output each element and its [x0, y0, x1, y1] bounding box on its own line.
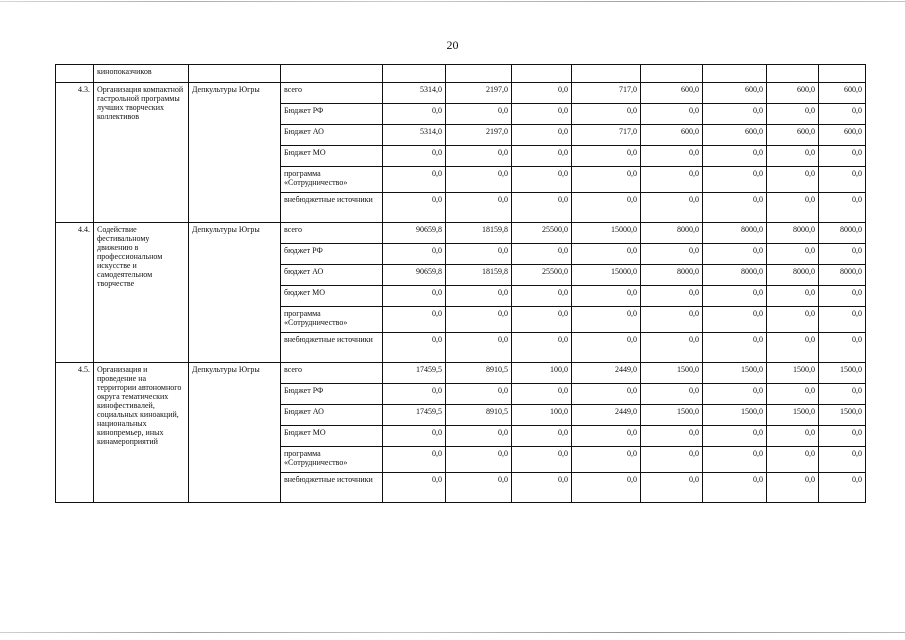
funding-source: внебюджетные источники	[281, 333, 383, 363]
funding-source: Бюджет РФ	[281, 104, 383, 125]
amount-cell: 0,0	[641, 104, 703, 125]
amount-cell: 8910,5	[446, 405, 512, 426]
section-number: 4.3.	[56, 83, 94, 223]
amount-cell: 0,0	[512, 193, 572, 223]
table-row	[56, 83, 866, 104]
carry-cell	[512, 65, 572, 83]
amount-cell: 0,0	[767, 307, 819, 333]
amount-cell: 0,0	[641, 167, 703, 193]
amount-cell: 0,0	[383, 104, 446, 125]
amount-cell: 0,0	[446, 447, 512, 473]
amount-cell: 0,0	[703, 286, 767, 307]
amount-cell: 0,0	[572, 473, 641, 503]
amount-cell: 0,0	[383, 286, 446, 307]
funding-source: Бюджет АО	[281, 405, 383, 426]
funding-source: бюджет АО	[281, 265, 383, 286]
funding-source: Бюджет РФ	[281, 384, 383, 405]
amount-cell: 0,0	[383, 426, 446, 447]
amount-cell: 0,0	[641, 447, 703, 473]
amount-cell: 8000,0	[703, 265, 767, 286]
amount-cell: 0,0	[703, 104, 767, 125]
section-title: Организация компактной гастрольной программы лучших творческих коллективов	[94, 83, 189, 223]
amount-cell: 0,0	[383, 307, 446, 333]
amount-cell: 0,0	[819, 244, 866, 265]
funding-source: программа «Сотрудничество»	[281, 167, 383, 193]
amount-cell: 25500,0	[512, 223, 572, 244]
amount-cell: 0,0	[819, 167, 866, 193]
amount-cell: 90659,8	[383, 223, 446, 244]
amount-cell: 0,0	[767, 244, 819, 265]
table-row	[56, 363, 866, 384]
amount-cell: 0,0	[819, 146, 866, 167]
amount-cell: 0,0	[572, 426, 641, 447]
carry-cell	[767, 65, 819, 83]
amount-cell: 0,0	[383, 146, 446, 167]
funding-source: Бюджет МО	[281, 146, 383, 167]
amount-cell: 100,0	[512, 363, 572, 384]
amount-cell: 0,0	[512, 286, 572, 307]
amount-cell: 1500,0	[641, 405, 703, 426]
amount-cell: 18159,8	[446, 223, 512, 244]
amount-cell: 15000,0	[572, 265, 641, 286]
amount-cell: 600,0	[641, 83, 703, 104]
amount-cell: 0,0	[383, 384, 446, 405]
amount-cell: 0,0	[703, 473, 767, 503]
amount-cell: 0,0	[641, 333, 703, 363]
amount-cell: 0,0	[512, 167, 572, 193]
funding-source: бюджет РФ	[281, 244, 383, 265]
amount-cell: 1500,0	[703, 405, 767, 426]
amount-cell: 0,0	[641, 146, 703, 167]
amount-cell: 8000,0	[641, 265, 703, 286]
amount-cell: 0,0	[703, 333, 767, 363]
amount-cell: 0,0	[641, 473, 703, 503]
amount-cell: 0,0	[767, 167, 819, 193]
amount-cell: 0,0	[767, 146, 819, 167]
amount-cell: 600,0	[703, 125, 767, 146]
section-number: 4.4.	[56, 223, 94, 363]
amount-cell: 0,0	[446, 167, 512, 193]
amount-cell: 0,0	[819, 307, 866, 333]
amount-cell: 0,0	[767, 193, 819, 223]
amount-cell: 0,0	[446, 146, 512, 167]
funding-source: всего	[281, 83, 383, 104]
amount-cell: 90659,8	[383, 265, 446, 286]
amount-cell: 0,0	[819, 473, 866, 503]
amount-cell: 15000,0	[572, 223, 641, 244]
amount-cell: 8000,0	[641, 223, 703, 244]
amount-cell: 0,0	[446, 307, 512, 333]
amount-cell: 0,0	[446, 333, 512, 363]
section-executor: Депкультуры Югры	[189, 363, 281, 503]
amount-cell: 0,0	[767, 104, 819, 125]
section-title: Организация и проведение на территории автономного округа тематических кинофестивалей, социальных киноакций, национальных кинопремьер, иных кинамероприятий	[94, 363, 189, 503]
carry-row	[56, 65, 866, 83]
amount-cell: 0,0	[767, 473, 819, 503]
amount-cell: 0,0	[446, 244, 512, 265]
amount-cell: 1500,0	[767, 405, 819, 426]
amount-cell: 2197,0	[446, 83, 512, 104]
amount-cell: 0,0	[641, 286, 703, 307]
amount-cell: 5314,0	[383, 83, 446, 104]
funding-source: Бюджет МО	[281, 426, 383, 447]
amount-cell: 0,0	[512, 125, 572, 146]
amount-cell: 0,0	[703, 426, 767, 447]
amount-cell: 0,0	[819, 193, 866, 223]
budget-table-body	[56, 65, 866, 503]
amount-cell: 1500,0	[703, 363, 767, 384]
amount-cell: 8910,5	[446, 363, 512, 384]
amount-cell: 0,0	[383, 447, 446, 473]
section-executor: Депкультуры Югры	[189, 223, 281, 363]
carry-cell	[281, 65, 383, 83]
carry-cell	[572, 65, 641, 83]
funding-source: внебюджетные источники	[281, 193, 383, 223]
carry-cell	[819, 65, 866, 83]
amount-cell: 0,0	[819, 426, 866, 447]
amount-cell: 0,0	[703, 384, 767, 405]
funding-source: программа «Сотрудничество»	[281, 307, 383, 333]
amount-cell: 0,0	[703, 244, 767, 265]
amount-cell: 0,0	[512, 307, 572, 333]
amount-cell: 2449,0	[572, 363, 641, 384]
amount-cell: 0,0	[572, 244, 641, 265]
amount-cell: 0,0	[703, 447, 767, 473]
amount-cell: 0,0	[572, 104, 641, 125]
amount-cell: 0,0	[819, 286, 866, 307]
amount-cell: 0,0	[572, 447, 641, 473]
amount-cell: 0,0	[446, 193, 512, 223]
amount-cell: 0,0	[512, 384, 572, 405]
amount-cell: 717,0	[572, 83, 641, 104]
amount-cell: 1500,0	[641, 363, 703, 384]
carry-title-cell: кинопоказчиков	[94, 65, 189, 83]
carry-cell	[189, 65, 281, 83]
amount-cell: 0,0	[512, 104, 572, 125]
carry-cell	[641, 65, 703, 83]
amount-cell: 0,0	[767, 426, 819, 447]
amount-cell: 0,0	[446, 286, 512, 307]
amount-cell: 0,0	[819, 104, 866, 125]
amount-cell: 0,0	[703, 167, 767, 193]
amount-cell: 717,0	[572, 125, 641, 146]
amount-cell: 2449,0	[572, 405, 641, 426]
amount-cell: 0,0	[512, 473, 572, 503]
amount-cell: 600,0	[641, 125, 703, 146]
amount-cell: 0,0	[383, 473, 446, 503]
amount-cell: 0,0	[512, 244, 572, 265]
amount-cell: 0,0	[383, 193, 446, 223]
amount-cell: 1500,0	[819, 363, 866, 384]
budget-table	[55, 64, 866, 503]
amount-cell: 0,0	[767, 447, 819, 473]
amount-cell: 0,0	[572, 167, 641, 193]
amount-cell: 0,0	[446, 104, 512, 125]
funding-source: внебюджетные источники	[281, 473, 383, 503]
amount-cell: 8000,0	[819, 223, 866, 244]
funding-source: Бюджет АО	[281, 125, 383, 146]
amount-cell: 0,0	[512, 83, 572, 104]
amount-cell: 0,0	[819, 384, 866, 405]
amount-cell: 0,0	[767, 333, 819, 363]
amount-cell: 600,0	[703, 83, 767, 104]
section-executor: Депкультуры Югры	[189, 83, 281, 223]
amount-cell: 1500,0	[819, 405, 866, 426]
amount-cell: 0,0	[767, 286, 819, 307]
amount-cell: 0,0	[703, 193, 767, 223]
amount-cell: 0,0	[512, 447, 572, 473]
amount-cell: 0,0	[641, 426, 703, 447]
page-number: 20	[446, 38, 459, 52]
amount-cell: 600,0	[819, 83, 866, 104]
scan-edge-bottom	[0, 632, 905, 633]
amount-cell: 0,0	[767, 384, 819, 405]
funding-source: программа «Сотрудничество»	[281, 447, 383, 473]
amount-cell: 2197,0	[446, 125, 512, 146]
amount-cell: 0,0	[572, 307, 641, 333]
amount-cell: 0,0	[819, 447, 866, 473]
amount-cell: 0,0	[572, 333, 641, 363]
carry-cell	[446, 65, 512, 83]
amount-cell: 0,0	[703, 146, 767, 167]
funding-source: бюджет МО	[281, 286, 383, 307]
amount-cell: 600,0	[819, 125, 866, 146]
amount-cell: 5314,0	[383, 125, 446, 146]
funding-source: всего	[281, 223, 383, 244]
amount-cell: 17459,5	[383, 405, 446, 426]
carry-idx-cell	[56, 65, 94, 83]
table-row	[56, 223, 866, 244]
amount-cell: 100,0	[512, 405, 572, 426]
amount-cell: 600,0	[767, 83, 819, 104]
amount-cell: 0,0	[703, 307, 767, 333]
amount-cell: 0,0	[446, 473, 512, 503]
scan-edge-top	[0, 1, 905, 2]
amount-cell: 0,0	[512, 426, 572, 447]
amount-cell: 0,0	[641, 384, 703, 405]
amount-cell: 0,0	[383, 333, 446, 363]
amount-cell: 8000,0	[703, 223, 767, 244]
amount-cell: 0,0	[446, 426, 512, 447]
amount-cell: 0,0	[641, 307, 703, 333]
amount-cell: 0,0	[446, 384, 512, 405]
amount-cell: 0,0	[819, 333, 866, 363]
amount-cell: 8000,0	[767, 265, 819, 286]
amount-cell: 0,0	[641, 193, 703, 223]
amount-cell: 0,0	[572, 286, 641, 307]
amount-cell: 1500,0	[767, 363, 819, 384]
amount-cell: 18159,8	[446, 265, 512, 286]
amount-cell: 25500,0	[512, 265, 572, 286]
amount-cell: 0,0	[572, 193, 641, 223]
section-number: 4.5.	[56, 363, 94, 503]
amount-cell: 0,0	[512, 333, 572, 363]
funding-source: всего	[281, 363, 383, 384]
carry-cell	[383, 65, 446, 83]
section-title: Содействие фестивальному движению в профессиональном искусстве и самодеятельном творчестве	[94, 223, 189, 363]
amount-cell: 0,0	[641, 244, 703, 265]
amount-cell: 0,0	[572, 384, 641, 405]
amount-cell: 8000,0	[819, 265, 866, 286]
amount-cell: 0,0	[383, 167, 446, 193]
amount-cell: 600,0	[767, 125, 819, 146]
amount-cell: 0,0	[572, 146, 641, 167]
amount-cell: 8000,0	[767, 223, 819, 244]
carry-cell	[703, 65, 767, 83]
amount-cell: 0,0	[512, 146, 572, 167]
amount-cell: 17459,5	[383, 363, 446, 384]
amount-cell: 0,0	[383, 244, 446, 265]
